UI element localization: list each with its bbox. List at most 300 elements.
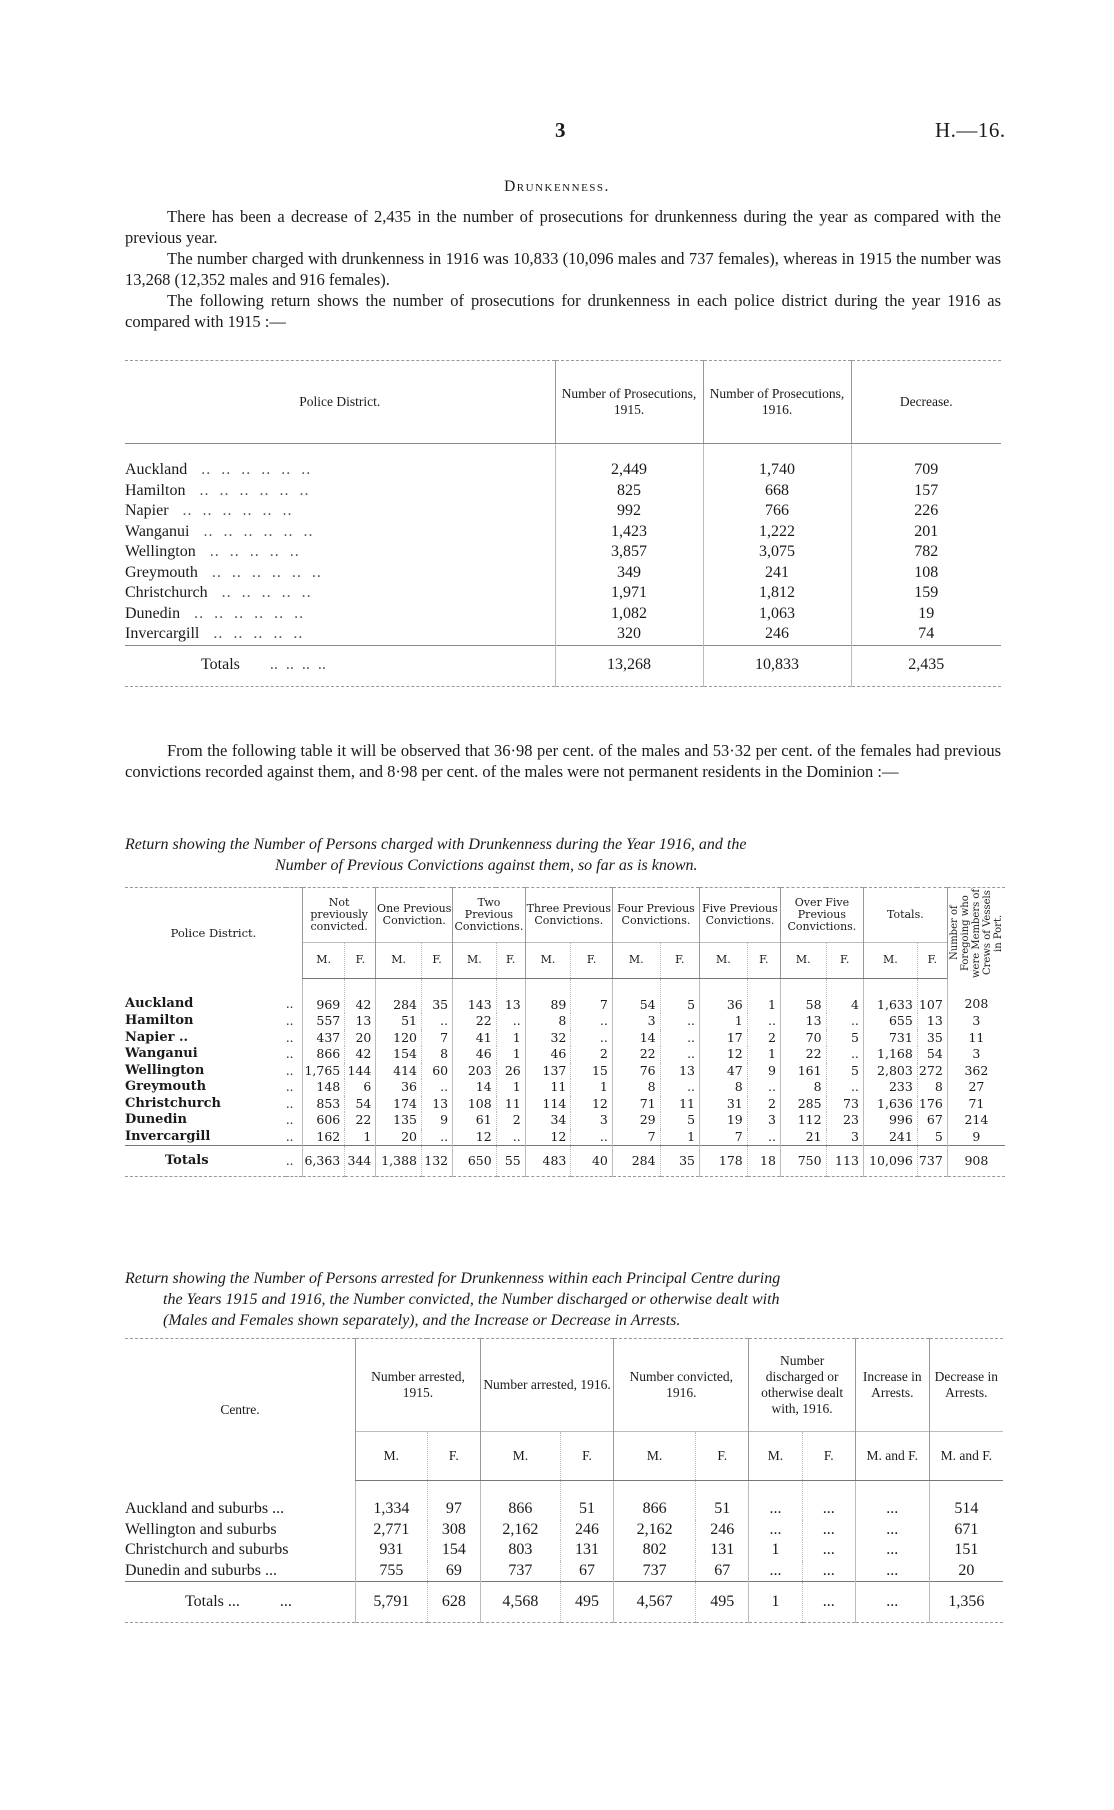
section-title: Drunkenness.	[504, 178, 610, 195]
centre-name: Christchurch and suburbs	[125, 1541, 289, 1558]
district-name: Dunedin	[125, 1112, 187, 1127]
table-row	[125, 1096, 1005, 1113]
table-row	[125, 583, 1001, 604]
males-cell: 1	[749, 1540, 802, 1561]
females-cell: 628	[427, 1582, 480, 1623]
leader-dots: .. .. .. .. .. ..	[194, 604, 305, 622]
females-cell: 8	[917, 1079, 947, 1096]
district-name: Wanganui	[125, 1046, 198, 1061]
crew-members-cell: 71	[947, 1096, 1005, 1113]
females-cell: ...	[802, 1481, 855, 1520]
males-cell: 284	[376, 978, 422, 1013]
leader-dots: .. .. .. .. ..	[209, 543, 300, 560]
crew-members-cell: 908	[947, 1146, 1005, 1177]
males-cell: 148	[302, 1079, 344, 1096]
paragraph-3-text: The following return shows the number of prosecutions for drunkenness in each police district during the year 1916 as compared with 1915 :—	[125, 291, 1001, 331]
males-cell: 7	[612, 1129, 660, 1146]
males-cell: 2,162	[480, 1520, 560, 1541]
females-cell: 176	[917, 1096, 947, 1113]
females-cell: 13	[496, 978, 525, 1013]
leader-dots: .. .. .. .. .. ..	[182, 502, 293, 519]
males-cell: 20	[376, 1129, 422, 1146]
table-row	[125, 1129, 1005, 1146]
paragraph-1-text: There has been a decrease of 2,435 in the number of prosecutions for drunkenness during the year as compared with the previous year.	[125, 207, 1001, 247]
females-cell: 11	[496, 1096, 525, 1113]
males-cell: 755	[356, 1561, 428, 1582]
district-name: Auckland	[125, 996, 194, 1012]
decrease-cell: 19	[851, 604, 1001, 625]
header-discharged-1916: Number discharged or otherwise dealt with, 1916.	[749, 1339, 856, 1432]
males-cell: 750	[780, 1146, 826, 1177]
males-cell: 1,636	[863, 1096, 917, 1113]
totals-row	[125, 1582, 1003, 1623]
females-cell: ...	[802, 1582, 855, 1623]
district-cell	[125, 563, 555, 584]
prosecutions-1916-cell: 1,740	[703, 444, 851, 481]
females-cell: ..	[571, 1030, 613, 1047]
table3-caption-line3: (Males and Females shown separately), and the Increase or Decrease in Arrests.	[163, 1312, 681, 1329]
document-code: H.—16.	[935, 118, 1006, 142]
females-cell: 35	[917, 1030, 947, 1047]
males-cell: 76	[612, 1063, 660, 1080]
district-name: Auckland	[125, 461, 188, 478]
females-cell: 67	[560, 1561, 613, 1582]
females-cell: 11	[660, 1096, 699, 1113]
header-arrested-1916: Number arrested, 1916.	[480, 1339, 613, 1432]
leader-dots: .. .. .. .. ..	[221, 584, 312, 601]
header-males: M.	[453, 942, 497, 978]
header-totals: Totals.	[863, 888, 947, 943]
males-cell: 802	[614, 1540, 696, 1561]
females-cell: 2	[571, 1046, 613, 1063]
paragraph-4-text: From the following table it will be observed that 36·98 per cent. of the males and 53·32 per cent. of the females had previous convictions recorded against them, and 8·98 per cent. of the males were not permanent residents in the Dominion :—	[125, 741, 1001, 781]
header-two-previous: Two Previous Convictions.	[453, 888, 526, 943]
leader-dots: ..	[286, 1146, 303, 1177]
males-cell: 8	[700, 1079, 748, 1096]
table-row	[125, 444, 1001, 481]
prosecutions-1915-cell: 2,449	[555, 444, 703, 481]
totals-label-cell	[125, 645, 555, 686]
females-cell: 1	[496, 1079, 525, 1096]
decrease-cell: 226	[851, 501, 1001, 522]
females-cell: 5	[826, 1030, 863, 1047]
females-cell: 13	[660, 1063, 699, 1080]
females-cell: ..	[747, 1079, 780, 1096]
table-row	[125, 522, 1001, 543]
males-cell: 655	[863, 1013, 917, 1030]
table-row	[125, 1520, 1003, 1541]
females-cell: 35	[422, 978, 453, 1013]
females-cell: 22	[345, 1112, 376, 1129]
district-name: Wanganui	[125, 522, 190, 540]
leader-dots: .. .. .. .. .. ..	[199, 481, 310, 499]
males-cell: 89	[525, 978, 571, 1013]
females-cell: 131	[560, 1540, 613, 1561]
males-cell: 51	[376, 1013, 422, 1030]
males-cell: 241	[863, 1129, 917, 1146]
females-cell: ..	[747, 1129, 780, 1146]
males-cell: 557	[302, 1013, 344, 1030]
males-cell: 284	[612, 1146, 660, 1177]
males-cell: 54	[612, 978, 660, 1013]
header-females: F.	[696, 1432, 749, 1481]
header-one-previous: One Previous Conviction.	[376, 888, 453, 943]
males-cell: 2,162	[614, 1520, 696, 1541]
header-females: F.	[917, 942, 947, 978]
decrease-cell: 108	[851, 563, 1001, 584]
table3-caption	[125, 1268, 1001, 1331]
females-cell: 67	[917, 1112, 947, 1129]
header-police-district: Police District.	[125, 361, 555, 444]
males-cell: 3	[612, 1013, 660, 1030]
header-centre: Centre.	[125, 1339, 356, 1481]
header-males: M.	[302, 942, 344, 978]
females-cell: 51	[560, 1481, 613, 1520]
males-cell: 13	[780, 1013, 826, 1030]
totals-row	[125, 1146, 1005, 1177]
females-cell: 5	[917, 1129, 947, 1146]
males-cell: 483	[525, 1146, 571, 1177]
females-cell: 69	[427, 1561, 480, 1582]
females-cell: 154	[427, 1540, 480, 1561]
males-cell: 36	[376, 1079, 422, 1096]
centre-name: Dunedin and suburbs ...	[125, 1561, 277, 1579]
decrease-cell: 159	[851, 583, 1001, 604]
males-cell: 737	[480, 1561, 560, 1582]
total-1915-cell: 13,268	[555, 645, 703, 686]
prosecutions-1915-cell: 349	[555, 563, 703, 584]
females-cell: 1	[345, 1129, 376, 1146]
header-females: F.	[660, 942, 699, 978]
leader-dots: ..	[285, 1113, 294, 1127]
leader-dots: ..	[285, 997, 294, 1012]
females-cell: ..	[660, 1013, 699, 1030]
females-cell: 54	[917, 1046, 947, 1063]
arrests-header-row-1	[125, 1339, 1003, 1432]
table-row	[125, 542, 1001, 563]
table3-caption-line2: the Years 1915 and 1916, the Number convicted, the Number discharged or otherwise dealt with	[163, 1291, 780, 1308]
females-cell: 344	[345, 1146, 376, 1177]
males-cell: 1,168	[863, 1046, 917, 1063]
males-cell: 12	[453, 1129, 497, 1146]
district-cell	[125, 501, 555, 522]
header-males: M.	[525, 942, 571, 978]
males-cell: 8	[780, 1079, 826, 1096]
males-cell: 143	[453, 978, 497, 1013]
header-males: M.	[480, 1432, 560, 1481]
males-cell: 162	[302, 1129, 344, 1146]
females-cell: 42	[345, 978, 376, 1013]
females-cell: 9	[747, 1063, 780, 1080]
males-cell: 866	[302, 1046, 344, 1063]
males-cell: 34	[525, 1112, 571, 1129]
males-cell: 114	[525, 1096, 571, 1113]
females-cell: 18	[747, 1146, 780, 1177]
header-males: M.	[700, 942, 748, 978]
males-cell: 137	[525, 1063, 571, 1080]
crew-members-cell: 11	[947, 1030, 1005, 1047]
leader-dots: .. .. .. .. .. ..	[203, 522, 314, 540]
table-row	[125, 624, 1001, 645]
district-name: Dunedin	[125, 604, 181, 622]
females-cell: ...	[802, 1540, 855, 1561]
males-cell: 2,771	[356, 1520, 428, 1541]
males-cell: 22	[612, 1046, 660, 1063]
header-over-five-previous: Over Five Previous Convictions.	[780, 888, 863, 943]
males-cell: 1,765	[302, 1063, 344, 1080]
leader-dots: ..	[285, 1080, 294, 1094]
increase-cell: ...	[855, 1561, 929, 1582]
females-cell: 1	[747, 1046, 780, 1063]
district-name: Christchurch	[125, 1095, 221, 1111]
prosecutions-1916-cell: 1,063	[703, 604, 851, 625]
leader-dots: .. .. .. .. .. ..	[211, 563, 322, 581]
centre-name: Auckland and suburbs ...	[125, 1499, 285, 1517]
females-cell: ...	[802, 1520, 855, 1541]
leader-dots: ..	[285, 1030, 294, 1045]
males-cell: 4,567	[614, 1582, 696, 1623]
paragraph-1	[125, 206, 1001, 248]
header-increase-arrests: Increase in Arrests.	[855, 1339, 929, 1432]
decrease-cell: 74	[851, 624, 1001, 645]
females-cell: 9	[422, 1112, 453, 1129]
header-decrease-arrests: Decrease in Arrests.	[929, 1339, 1003, 1432]
males-cell: 285	[780, 1096, 826, 1113]
males-cell: 19	[700, 1112, 748, 1129]
females-cell: 131	[696, 1540, 749, 1561]
district-name: Hamilton	[125, 481, 186, 499]
males-cell: 41	[453, 1030, 497, 1047]
females-cell: 26	[496, 1063, 525, 1080]
males-cell: 233	[863, 1079, 917, 1096]
table-row	[125, 978, 1005, 1013]
females-cell: 246	[560, 1520, 613, 1541]
females-cell: 67	[696, 1561, 749, 1582]
females-cell: 4	[826, 978, 863, 1013]
prosecutions-1915-cell: 992	[555, 501, 703, 522]
females-cell: 1	[747, 978, 780, 1013]
paragraph-3	[125, 290, 1001, 332]
header-males: M.	[376, 942, 422, 978]
leader-dots: ..	[285, 1096, 294, 1111]
district-cell	[125, 444, 555, 481]
prosecutions-1916-cell: 1,812	[703, 583, 851, 604]
header-females: F.	[802, 1432, 855, 1481]
leader-dots: ..	[285, 1014, 294, 1028]
header-females: F.	[422, 942, 453, 978]
table-row	[125, 1079, 1005, 1096]
males-cell: 8	[612, 1079, 660, 1096]
leader-dots: ..	[285, 1063, 294, 1078]
males-cell: 5,791	[356, 1582, 428, 1623]
females-cell: 2	[747, 1096, 780, 1113]
females-cell: 1	[496, 1046, 525, 1063]
females-cell: ...	[802, 1561, 855, 1582]
males-cell: 61	[453, 1112, 497, 1129]
males-cell: 1	[700, 1013, 748, 1030]
males-cell: 11	[525, 1079, 571, 1096]
males-cell: 731	[863, 1030, 917, 1047]
prosecutions-1916-cell: 668	[703, 481, 851, 502]
females-cell: ..	[660, 1079, 699, 1096]
prosecutions-1915-cell: 825	[555, 481, 703, 502]
district-name: Napier	[125, 502, 169, 519]
males-cell: 996	[863, 1112, 917, 1129]
increase-cell: ...	[855, 1481, 929, 1520]
females-cell: 737	[917, 1146, 947, 1177]
males-cell: 58	[780, 978, 826, 1013]
males-cell: 17	[700, 1030, 748, 1047]
crew-members-cell: 27	[947, 1079, 1005, 1096]
males-cell: 931	[356, 1540, 428, 1561]
district-name: Invercargill	[125, 1128, 211, 1144]
males-cell: 22	[780, 1046, 826, 1063]
males-cell: 112	[780, 1112, 826, 1129]
males-cell: 650	[453, 1146, 497, 1177]
header-females: F.	[345, 942, 376, 978]
table-row	[125, 1112, 1005, 1129]
males-cell: 120	[376, 1030, 422, 1047]
females-cell: 8	[422, 1046, 453, 1063]
table-row	[125, 1540, 1003, 1561]
district-name: Wellington	[125, 1062, 205, 1078]
crew-members-cell: 9	[947, 1129, 1005, 1146]
district-cell	[125, 604, 555, 625]
prosecutions-1916-cell: 246	[703, 624, 851, 645]
females-cell: 12	[571, 1096, 613, 1113]
females-cell: 55	[496, 1146, 525, 1177]
leader-dots: ..	[285, 1047, 294, 1061]
header-males: M.	[863, 942, 917, 978]
table2-caption-line2: Number of Previous Convictions against them, so far as is known.	[275, 857, 698, 874]
prosecutions-1915-cell: 3,857	[555, 542, 703, 563]
females-cell: 97	[427, 1481, 480, 1520]
district-cell	[125, 624, 555, 645]
males-cell: 737	[614, 1561, 696, 1582]
decrease-cell: 151	[929, 1540, 1003, 1561]
males-cell: 21	[780, 1129, 826, 1146]
table-row	[125, 604, 1001, 625]
females-cell: ..	[422, 1129, 453, 1146]
crew-members-cell: 208	[947, 978, 1005, 1013]
total-decrease-cell: 2,435	[851, 645, 1001, 686]
arrests-table	[125, 1338, 1003, 1623]
females-cell: ..	[826, 1013, 863, 1030]
females-cell: ..	[660, 1030, 699, 1047]
females-cell: ..	[747, 1013, 780, 1030]
centre-name: Wellington and suburbs	[125, 1520, 277, 1538]
paragraph-2-text: The number charged with drunkenness in 1916 was 10,833 (10,096 males and 737 females), whereas in 1915 the number was 13,268 (12,352 males and 916 females).	[125, 249, 1001, 289]
females-cell: 107	[917, 978, 947, 1013]
header-males: M.	[356, 1432, 428, 1481]
header-prosecutions-1916: Number of Prosecutions, 1916.	[703, 361, 851, 444]
females-cell: 3	[571, 1112, 613, 1129]
males-cell: 47	[700, 1063, 748, 1080]
crew-members-cell: 3	[947, 1013, 1005, 1030]
table-row	[125, 1013, 1005, 1030]
females-cell: 132	[422, 1146, 453, 1177]
males-cell: 7	[700, 1129, 748, 1146]
table2-caption-line1: Return showing the Number of Persons charged with Drunkenness during the Year 1916, and the	[125, 836, 747, 853]
district-name: Totals	[125, 1146, 286, 1177]
males-cell: ...	[749, 1561, 802, 1582]
males-cell: 22	[453, 1013, 497, 1030]
males-cell: 8	[525, 1013, 571, 1030]
females-cell: ..	[826, 1079, 863, 1096]
header-females: F.	[571, 942, 613, 978]
males-cell: ...	[749, 1520, 802, 1541]
females-cell: 3	[826, 1129, 863, 1146]
header-decrease: Decrease.	[851, 361, 1001, 444]
table-row	[125, 1063, 1005, 1080]
leader-dots: .. .. .. ..	[269, 656, 326, 674]
header-males: M.	[749, 1432, 802, 1481]
district-name: Wellington	[125, 543, 196, 560]
table-row	[125, 501, 1001, 522]
paragraph-4	[125, 740, 1001, 782]
header-arrested-1915: Number arrested, 1915.	[356, 1339, 481, 1432]
prosecutions-1915-cell: 320	[555, 624, 703, 645]
table-row	[125, 1030, 1005, 1047]
previous-convictions-table	[125, 887, 1005, 1177]
females-cell: 5	[826, 1063, 863, 1080]
increase-cell: ...	[855, 1582, 929, 1623]
header-five-previous: Five Previous Convictions.	[700, 888, 781, 943]
district-name: Hamilton	[125, 1013, 194, 1028]
convictions-header-row-1	[125, 888, 1005, 943]
header-females: F.	[560, 1432, 613, 1481]
females-cell: 308	[427, 1520, 480, 1541]
females-cell: 42	[345, 1046, 376, 1063]
district-name: Greymouth	[125, 1079, 207, 1094]
table-row	[125, 1481, 1003, 1520]
leader-dots: ..	[285, 1129, 294, 1144]
header-females: F.	[747, 942, 780, 978]
males-cell: 14	[612, 1030, 660, 1047]
header-females: F.	[826, 942, 863, 978]
prosecutions-header-row	[125, 361, 1001, 444]
females-cell: 5	[660, 978, 699, 1013]
females-cell: 54	[345, 1096, 376, 1113]
females-cell: 144	[345, 1063, 376, 1080]
females-cell: ..	[422, 1079, 453, 1096]
females-cell: ..	[571, 1129, 613, 1146]
totals-row	[125, 645, 1001, 686]
males-cell: 437	[302, 1030, 344, 1047]
district-cell	[125, 481, 555, 502]
females-cell: 246	[696, 1520, 749, 1541]
males-cell: 174	[376, 1096, 422, 1113]
females-cell: ..	[571, 1013, 613, 1030]
males-cell: 161	[780, 1063, 826, 1080]
prosecutions-1916-cell: 3,075	[703, 542, 851, 563]
district-name: Greymouth	[125, 563, 198, 581]
district-cell	[125, 542, 555, 563]
females-cell: 51	[696, 1481, 749, 1520]
females-cell: ..	[826, 1046, 863, 1063]
females-cell: 7	[422, 1030, 453, 1047]
males-cell: 1	[749, 1582, 802, 1623]
decrease-cell: 20	[929, 1561, 1003, 1582]
decrease-cell: 782	[851, 542, 1001, 563]
table-row	[125, 481, 1001, 502]
prosecutions-1915-cell: 1,971	[555, 583, 703, 604]
males-cell: 606	[302, 1112, 344, 1129]
increase-cell: ...	[855, 1540, 929, 1561]
males-cell: 12	[700, 1046, 748, 1063]
males-cell: 4,568	[480, 1582, 560, 1623]
leader-dots: .. .. .. .. ..	[213, 625, 304, 642]
